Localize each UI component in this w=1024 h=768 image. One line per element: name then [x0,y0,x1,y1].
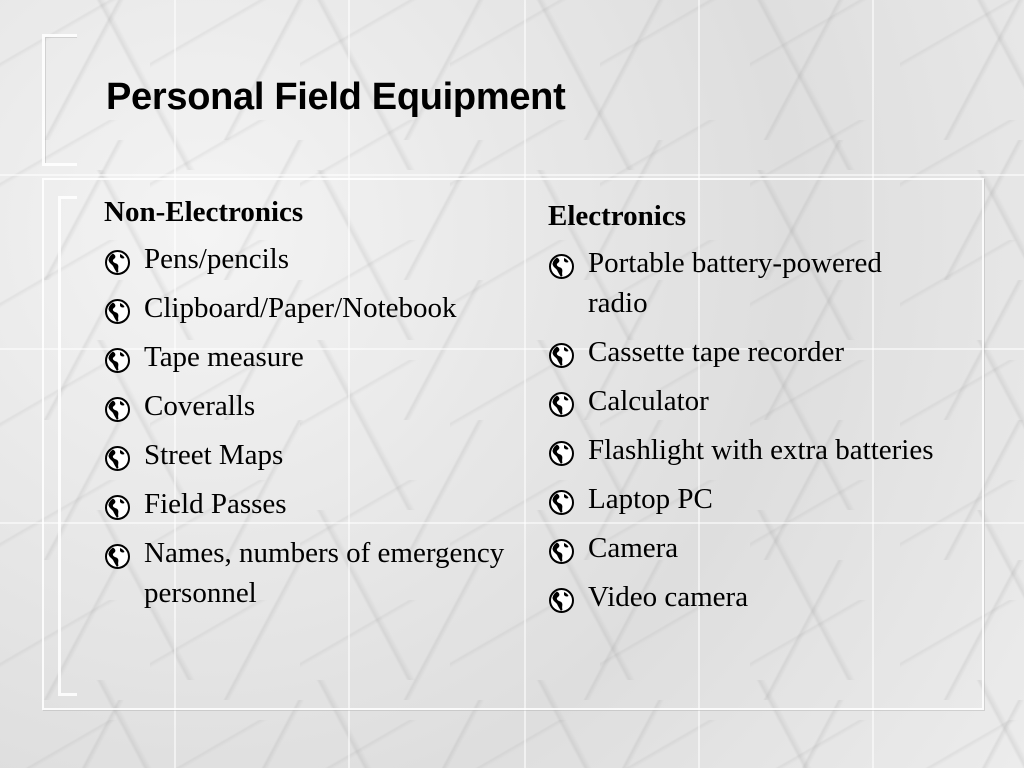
globe-icon [548,585,575,612]
slide-title: Personal Field Equipment [106,76,566,118]
electronics-list [548,243,948,617]
non-electronics-column [104,196,524,622]
list-item: Video camera [548,577,948,617]
list-item: Calculator [548,381,948,421]
list-item: Names, numbers of emergency personnel [104,533,524,613]
globe-icon [548,389,575,416]
globe-icon [104,247,131,274]
list-item: Camera [548,528,948,568]
globe-icon [104,296,131,323]
list-item: Cassette tape recorder [548,332,948,372]
electronics-column [548,200,948,626]
list-item: Tape measure [104,337,524,377]
globe-icon [104,492,131,519]
globe-icon [548,487,575,514]
list-item: Portable battery-powered radio [548,243,948,323]
list-item: Flashlight with extra batteries [548,430,948,470]
globe-icon [548,438,575,465]
content-bracket [58,196,77,696]
list-item: Laptop PC [548,479,948,519]
title-bracket [42,34,77,166]
list-item: Field Passes [104,484,524,524]
background-grid-line [0,174,1024,176]
non-electronics-list [104,239,524,613]
non-electronics-heading: Non-Electronics [104,196,304,228]
list-item: Coveralls [104,386,524,426]
globe-icon [104,541,131,568]
list-item: Pens/pencils [104,239,524,279]
globe-icon [548,251,575,278]
globe-icon [548,536,575,563]
list-item: Clipboard/Paper/Notebook [104,288,524,328]
globe-icon [548,340,575,367]
electronics-heading: Electronics [548,200,686,232]
globe-icon [104,394,131,421]
globe-icon [104,345,131,372]
list-item: Street Maps [104,435,524,475]
globe-icon [104,443,131,470]
